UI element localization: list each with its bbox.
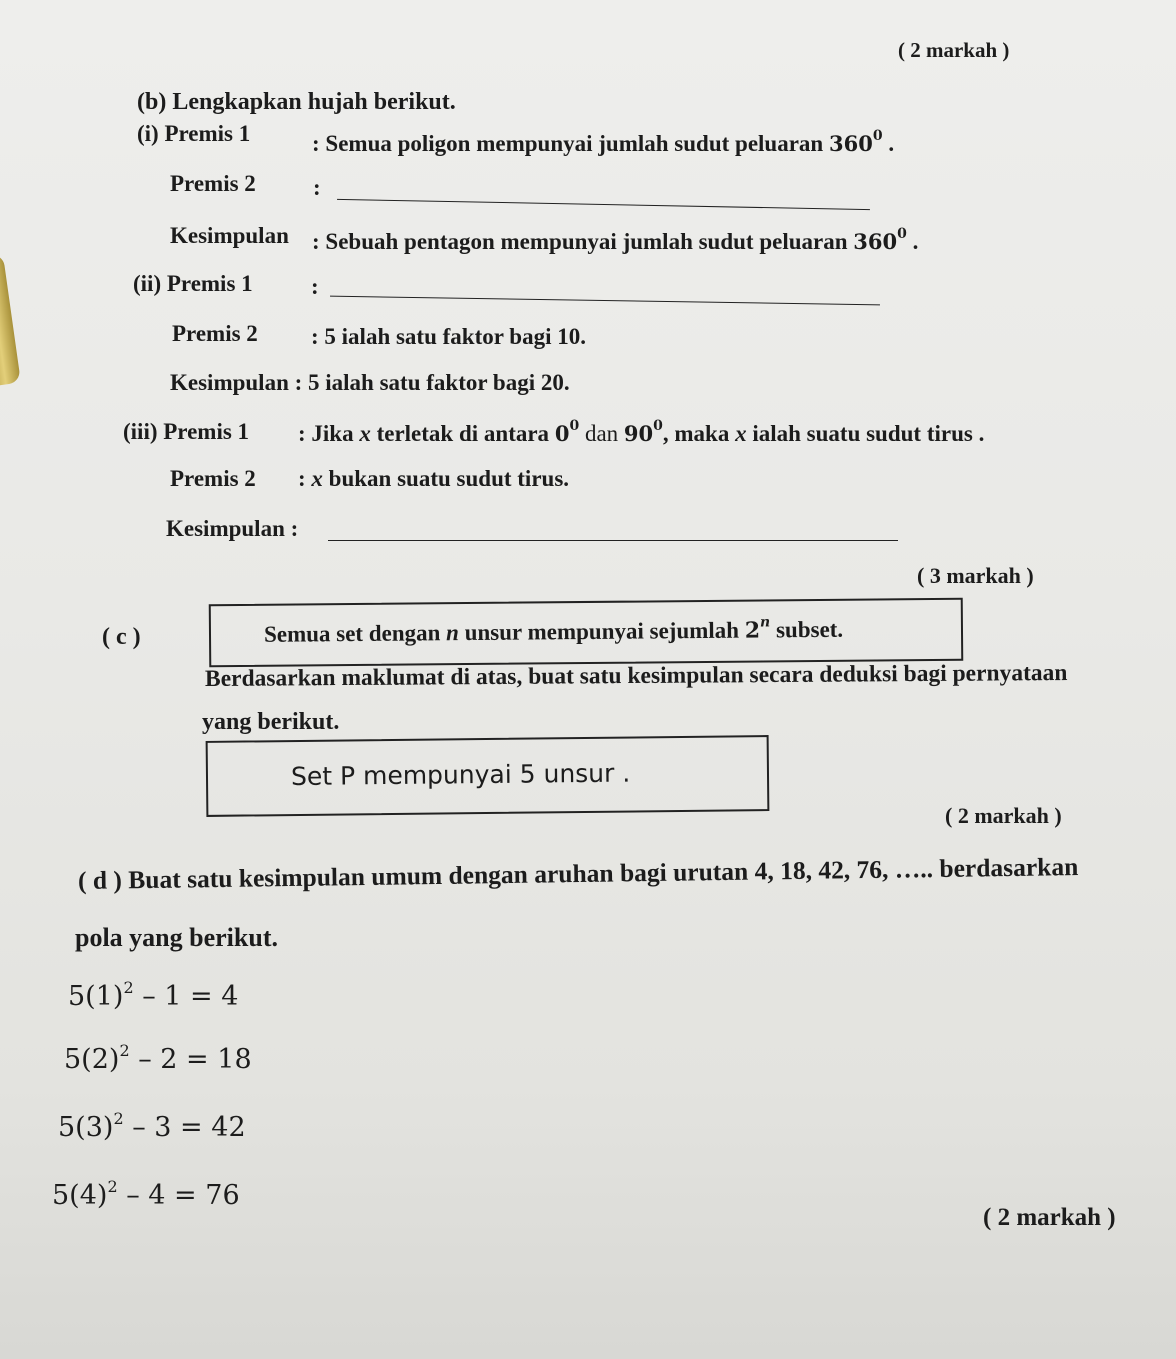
ii-premis1-blank[interactable]: [330, 296, 880, 306]
iii-angle-90: $90^0$: [623, 418, 663, 446]
part-c-instruction-2: yang berikut.: [202, 709, 340, 735]
set-box: [206, 735, 770, 817]
iii-premis2-text: : x bukan suatu sudut tirus.: [298, 466, 570, 491]
part-d-question-2: pola yang berikut.: [75, 923, 278, 952]
i-kesimpulan-angle: $360^0$: [853, 226, 907, 254]
iii-kesimpulan-blank[interactable]: [328, 540, 898, 541]
ii-premis2-label: Premis 2: [172, 321, 258, 346]
ii-kesimpulan: Kesimpulan : 5 ialah satu faktor bagi 20.: [170, 370, 570, 395]
equation-3: $5(3)^2 - 3 = 42$: [58, 1109, 246, 1143]
i-premis2-label: Premis 2: [170, 171, 256, 196]
statement-text: Semua set dengan n unsur mempunyai sejumlah 2$^n$ subset.: [263, 614, 844, 647]
set-box-text: Set P mempunyai 5 unsur .: [290, 758, 631, 792]
marks-c: ( 2 markah ): [945, 803, 1062, 828]
iii-premis1-label: (iii) Premis 1: [123, 419, 250, 444]
i-premis2-blank[interactable]: [337, 199, 870, 210]
marks-top: ( 2 markah ): [898, 38, 1010, 62]
iii-premis2-label: Premis 2: [170, 466, 256, 491]
iii-kesimpulan-label: Kesimpulan :: [166, 516, 299, 541]
part-c-label: ( c ): [102, 624, 141, 650]
iii-premis1-text: : Jika x terletak di antara $0^0$ dan $90^0$, maka x ialah suatu sudut tirus .: [298, 418, 985, 446]
marks-b: ( 3 markah ): [917, 563, 1034, 588]
part-d-question-1: ( d ) Buat satu kesimpulan umum dengan aruhan bagi urutan 4, 18, 42, 76, ….. berdasarkan: [77, 852, 1079, 895]
equation-2: $5(2)^2 - 2 = 18$: [64, 1041, 252, 1075]
iii-angle-0: $0^0$: [554, 418, 580, 446]
i-kesimpulan-label: Kesimpulan: [170, 223, 289, 248]
equation-4: $5(4)^2 - 4 = 76$: [52, 1177, 240, 1211]
ii-premis1-colon: :: [311, 274, 319, 299]
part-c-instruction-1: Berdasarkan maklumat di atas, buat satu kesimpulan secara deduksi bagi pernyataan: [204, 659, 1068, 692]
statement-power: 2$^n$: [744, 614, 771, 644]
pencil-edge: [0, 254, 21, 387]
i-premis2-colon: :: [313, 175, 321, 200]
i-premis1-angle: $360^0$: [828, 128, 883, 156]
i-kesimpulan-text: : Sebuah pentagon mempunyai jumlah sudut peluaran $360^0$ .: [312, 226, 919, 254]
part-b-heading: (b) Lengkapkan hujah berikut.: [137, 89, 456, 115]
ii-premis1-label: (ii) Premis 1: [133, 271, 253, 296]
equation-1: $5(1)^2 - 1 = 4$: [68, 978, 239, 1012]
ii-premis2-text: : 5 ialah satu faktor bagi 10.: [311, 324, 586, 349]
statement-box: [209, 598, 964, 668]
marks-d: ( 2 markah ): [983, 1204, 1116, 1231]
i-premis1-text: : Semua poligon mempunyai jumlah sudut peluaran $360^0$ .: [312, 128, 895, 156]
i-premis1-label: (i) Premis 1: [137, 121, 251, 146]
